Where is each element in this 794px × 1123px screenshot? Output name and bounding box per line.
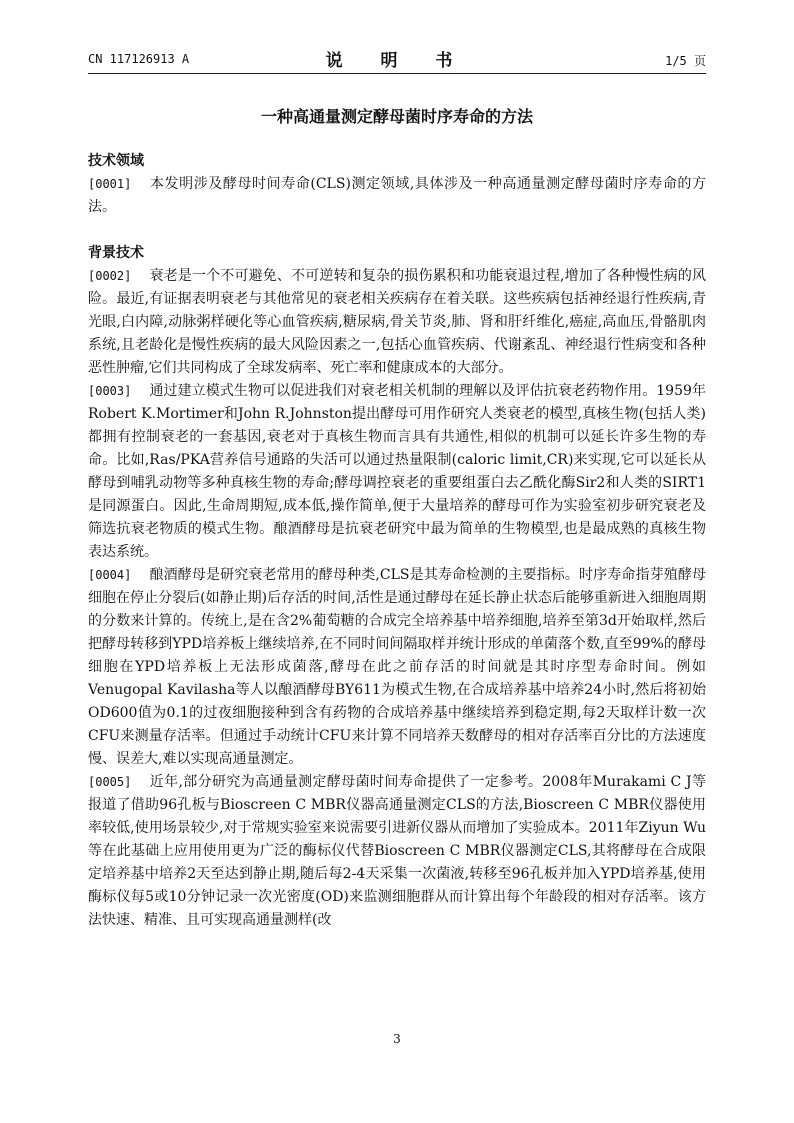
document-body bbox=[88, 150, 706, 955]
paragraph-number: [0002] bbox=[88, 269, 132, 283]
paragraph-text: 酿酒酵母是研究衰老常用的酵母种类,CLS是其寿命检测的主要指标。时序寿命指芽殖酵母细胞在停止分裂后(如静止期)后存活的时间,活性是通过酵母在延长静止状态后能够重新进入细胞周期的分数来计算的。传统上,是在含2%葡萄糖的合成完全培养基中培养细胞,培养至第3d开始取样,然后把酵母转移到YPD培养板上继续培养,在不同时间间隔取样并统计形成的单菌落个数,直至99%的酵母细胞在YPD培养板上无法形成菌落,酵母在此之前存活的时间就是其时序型寿命时间。例如Venugopal Kavilasha等人以酿酒酵母BY611为模式生物,在合成培养基中培养24小时,然后将初始OD600值为0.1的过夜细胞接种到含有药物的合成培养基中继续培养到稳定期,每2天取样计数一次CFU来测量存活率。但通过手动统计CFU来计算不同培养天数酵母的相对存活率百分比的方法速度慢、误差大,难以实现高通量测定。 bbox=[88, 567, 706, 767]
paragraph bbox=[88, 771, 706, 932]
section-background bbox=[88, 242, 706, 932]
paragraph bbox=[88, 265, 706, 380]
paragraph-text: 通过建立模式生物可以促进我们对衰老相关机制的理解以及评估抗衰老药物作用。1959年Robert K.Mortimer和John R.Johnston提出酵母可用作研究人类衰老的模型,真核生物(包括人类)都拥有控制衰老的一套基因,衰老对于真核生物而言具有共通性,相似的机制可以延长许多生物的寿命。比如,Ras/PKA营养信号通路的失活可以通过热量限制(caloric limit,CR)来实现,它可以延长从酵母到哺乳动物等多种真核生物的寿命;酵母调控衰老的重要组蛋白去乙酰化酶Sir2和人类的SIRT1是同源蛋白。因此,生命周期短,成本低,操作简单,便于大量培养的酵母可作为实验室初步研究衰老及筛选抗衰老物质的模式生物。酿酒酵母是抗衰老研究中最为简单的生物模型,也是最成熟的真核生物表达系统。 bbox=[88, 383, 706, 560]
paragraph-text: 本发明涉及酵母时间寿命(CLS)测定领域,具体涉及一种高通量测定酵母菌时序寿命的方法。 bbox=[88, 176, 706, 215]
paragraph bbox=[88, 173, 706, 219]
patent-number: CN 117126913 A bbox=[88, 52, 190, 66]
section-heading: 背景技术 bbox=[88, 245, 144, 261]
section-heading: 技术领域 bbox=[88, 153, 144, 169]
paragraph-number: [0004] bbox=[88, 568, 132, 582]
paragraph-text: 衰老是一个不可避免、不可逆转和复杂的损伤累积和功能衰退过程,增加了各种慢性病的风险。最近,有证据表明衰老与其他常见的衰老相关疾病存在着关联。这些疾病包括神经退行性疾病,青光眼,白内障,动脉粥样硬化等心血管疾病,糖尿病,骨关节炎,肺、肾和肝纤维化,癌症,高血压,骨骼肌肉系统,且老龄化是慢性疾病的最大风险因素之一,包括心血管疾病、代谢紊乱、神经退行性病变和各种恶性肿瘤,它们共同构成了全球发病率、死亡率和健康成本的大部分。 bbox=[88, 268, 706, 376]
page-number: 3 bbox=[393, 1032, 401, 1046]
paragraph bbox=[88, 380, 706, 564]
paragraph-text: 近年,部分研究为高通量测定酵母菌时间寿命提供了一定参考。2008年Murakami C J等报道了借助96孔板与Bioscreen C MBR仪器高通量测定CLS的方法,Bioscreen C MBR仪器使用率较低,使用场景较少,对于常规实验室来说需要引进新仪器从而增加了实验成本。2011年Ziyun Wu等在此基础上应用使用更为广泛的酶标仪代替Bioscreen C MBR仪器测定CLS,其将酵母在合成限定培养基中培养2天至达到静止期,随后每2-4天采集一次菌液,转移至96孔板并加入YPD培养基,使用酶标仪每5或10分钟记录一次光密度(OD)来监测细胞群从而计算出每个年龄段的相对存活率。该方法快速、精准、且可实现高通量测样(改 bbox=[88, 774, 706, 928]
paragraph bbox=[88, 564, 706, 771]
paragraph-number: [0003] bbox=[88, 384, 132, 398]
paragraph-number: [0005] bbox=[88, 775, 132, 789]
section-technical-field bbox=[88, 150, 706, 219]
page-indicator: 1/5 页 bbox=[665, 54, 706, 68]
header-divider bbox=[88, 73, 706, 74]
document-type: 说 明 书 bbox=[325, 51, 469, 71]
paragraph-number: [0001] bbox=[88, 177, 132, 191]
document-title: 一种高通量测定酵母菌时序寿命的方法 bbox=[260, 107, 533, 126]
